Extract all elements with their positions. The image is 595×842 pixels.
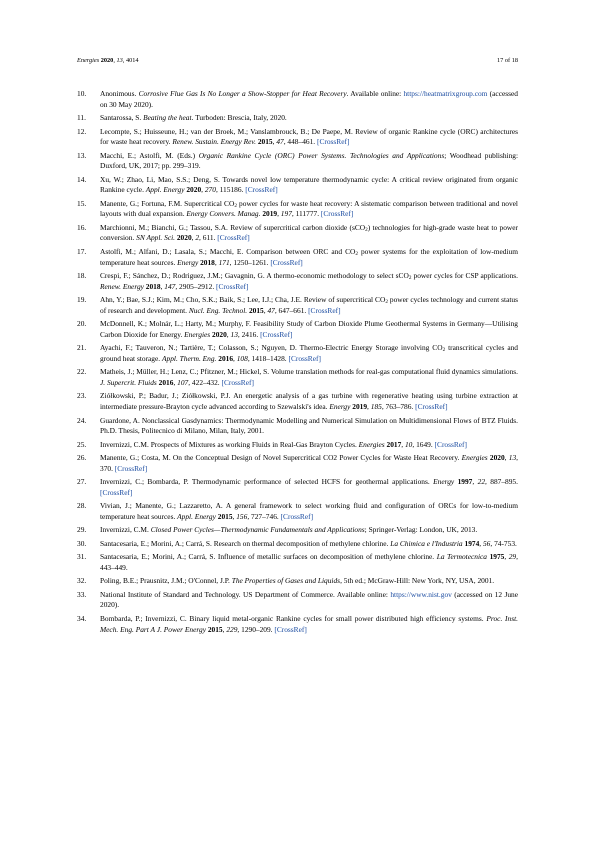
italic-text: 147 — [164, 281, 176, 291]
reference-number: 26. — [77, 453, 87, 463]
reference-text: Santarossa, S. — [100, 113, 144, 123]
crossref-link[interactable]: [CrossRef] — [114, 463, 148, 473]
reference-list — [77, 89, 518, 635]
subscript: 2 — [355, 250, 358, 257]
reference-text: Guardone, A. Nonclassical Gasdynamics: Thermodynamic Modelling and Numerical Simulation on Multidimensional Flows of BTZ Fluids. Ph.D. Thesis, Politecnico di Milano, Milan, Italy, 2001. — [100, 415, 518, 436]
reference-text: , — [222, 624, 227, 634]
reference-item — [77, 367, 518, 388]
reference-text: , 1418–1428. — [247, 353, 289, 363]
reference-text: Lecompte, S.; Huisseune, H.; van der Broek, M.; Vanslambrouck, B.; De Paepe, M. Review of organic Rankine cycle (ORC) architectures for waste heat recovery. — [100, 126, 518, 147]
journal-volume: 13 — [116, 57, 123, 64]
reference-item — [77, 576, 518, 587]
reference-number: 27. — [77, 477, 87, 487]
reference-text: , — [214, 257, 219, 267]
reference-text: , 2416. — [237, 329, 261, 339]
crossref-link[interactable]: [CrossRef] — [280, 511, 314, 521]
italic-text: Closed Power Cycles—Thermodynamic Fundamentals and Applications — [150, 525, 365, 535]
crossref-link[interactable]: [CrossRef] — [308, 305, 341, 315]
reference-item — [77, 501, 518, 522]
reference-text: , 887–895. — [485, 477, 518, 487]
italic-text: Renew. Sustain. Energy Rev. — [172, 137, 256, 147]
reference-text: , — [226, 329, 231, 339]
reference-number: 14. — [77, 174, 87, 184]
year-bold: 2019 — [352, 402, 368, 412]
reference-text: Invernizzi, C.M. — [100, 525, 151, 535]
italic-text: Proc. Inst. Mech. Eng. Part A J. Power Energy — [100, 613, 518, 634]
reference-item — [77, 539, 518, 550]
italic-text: J. Supercrit. Fluids — [100, 377, 157, 387]
italic-text: 2 — [195, 233, 200, 243]
reference-item — [77, 391, 518, 412]
running-header — [77, 56, 518, 66]
reference-item — [77, 151, 518, 172]
reference-number: 32. — [77, 576, 87, 586]
reference-text: , 2905–2912. — [175, 281, 217, 291]
reference-text: , 647–661. — [274, 305, 309, 315]
reference-item — [77, 343, 518, 364]
italic-text: 29 — [508, 552, 517, 562]
italic-text: Energies — [184, 329, 211, 339]
italic-text: 108 — [236, 353, 248, 363]
italic-text: Energies — [461, 453, 488, 463]
reference-text: Ayachi, F.; Tauveron, N.; Tartière, T.; Colasson, S.; Nguyen, D. Thermo-Electric Energy Storage involving CO — [100, 343, 443, 353]
reference-number: 21. — [77, 343, 87, 353]
reference-item — [77, 295, 518, 316]
italic-text: 229 — [226, 624, 238, 634]
journal-year: 2020 — [100, 57, 114, 64]
reference-text: , — [232, 511, 237, 521]
reference-text: Ziółkowski, P.; Badur, J.; Ziółkowski, P.J. An energetic analysis of a gas turbine with regenerative heating using turbine extraction at intermediate pressure-Brayton cycle advanced according to Szewalski's idea. — [100, 391, 518, 412]
reference-number: 17. — [77, 246, 87, 256]
reference-text: Manente, G.; Fortuna, F.M. Supercritical CO — [100, 198, 235, 208]
italic-text: Organic Rankine Cycle (ORC) Power Systems. Technologies and Applications — [198, 150, 445, 160]
italic-text: Renew. Energy — [100, 281, 144, 291]
reference-text: power cycles for waste heat recovery: A sistematic comparison between traditional and novel layouts with dual expansion. — [100, 198, 518, 219]
reference-item — [77, 440, 518, 451]
reference-text: . Turboden: Brescia, Italy, 2020. — [191, 113, 287, 123]
italic-text: Energy — [177, 257, 199, 267]
reference-number: 20. — [77, 319, 87, 329]
italic-text: Appl. Therm. Eng. — [161, 353, 217, 363]
italic-text: Energy Convers. Manag. — [186, 209, 261, 219]
reference-text: , — [401, 439, 405, 449]
reference-item — [77, 416, 518, 437]
italic-text: 185 — [370, 402, 382, 412]
reference-item — [77, 175, 518, 196]
reference-number: 34. — [77, 613, 87, 623]
reference-text: Invernizzi, C.M. Prospects of Mixtures as working Fluids in Real-Gas Brayton Cycles. — [100, 439, 359, 449]
reference-text: Macchi, E.; Astolfi, M. (Eds.) — [100, 150, 199, 160]
reference-number: 28. — [77, 501, 87, 511]
italic-text: The Properties of Gases and Liquids — [231, 576, 341, 586]
year-bold: 2017 — [386, 439, 402, 449]
reference-text: , — [277, 209, 281, 219]
reference-text: Manente, G.; Costa, M. On the Conceptual Design of Novel Supercritical CO2 Power Cycles for Waste Heat Recovery. — [100, 453, 462, 463]
crossref-link[interactable]: [CrossRef] — [316, 137, 350, 147]
reference-number: 12. — [77, 126, 87, 136]
italic-text: Appl. Energy — [177, 511, 216, 521]
reference-text: Crespi, F.; Sánchez, D.; Rodriguez, J.M.; Gavagnin, G. A thermo-economic methodology to select sCO — [100, 271, 409, 281]
reference-text: , — [504, 552, 509, 562]
reference-url-link[interactable]: https://www.nist.gov — [390, 589, 452, 599]
reference-text: , 5th ed.; McGraw-Hill: New York, NY, USA, 2001. — [340, 576, 495, 586]
page-number: 17 of 18 — [497, 57, 518, 64]
reference-item — [77, 477, 518, 498]
reference-text: , 1649. — [412, 439, 435, 449]
subscript: 2 — [365, 226, 368, 233]
italic-text: 156 — [236, 511, 248, 521]
crossref-link[interactable]: [CrossRef] — [221, 377, 254, 387]
reference-text: ; Springer-Verlag: London, UK, 2013. — [364, 525, 478, 535]
reference-text: Poling, B.E.; Prausnitz, J.M.; O'Connel, J.P. — [100, 576, 232, 586]
year-bold: 2015 — [217, 511, 233, 521]
italic-text: Energies — [358, 439, 385, 449]
crossref-link[interactable]: [CrossRef] — [320, 209, 354, 219]
reference-text: National Institute of Standard and Technology. US Department of Commerce. Available online: — [100, 589, 391, 599]
reference-text: , — [263, 305, 268, 315]
reference-text: , 1290–209. — [237, 624, 275, 634]
reference-number: 31. — [77, 552, 87, 562]
italic-text: 56 — [482, 538, 491, 548]
journal-name: Energies — [77, 57, 100, 64]
reference-text: Vivian, J.; Manente, G.; Lazzaretto, A. A general framework to select working fluid and configuration of ORCs for low-to-medium temperature heat sources. — [100, 501, 518, 521]
reference-text: , 74-753. — [490, 538, 517, 548]
reference-text: . Available online: — [346, 89, 404, 98]
italic-text: Corrosive Flue Gas Is No Longer a Show-Stopper for Heat Recovery — [138, 89, 347, 98]
italic-text: 13 — [508, 453, 517, 463]
reference-text: Bombarda, P.; Invernizzi, C. Binary liquid metal-organic Rankine cycles for small power distributed high efficiency systems. — [100, 613, 487, 623]
year-bold: 2018 — [145, 281, 161, 291]
reference-text: , — [173, 377, 178, 387]
reference-number: 19. — [77, 295, 87, 305]
reference-item — [77, 89, 518, 110]
reference-text: ) technologies for high-grade waste heat to power conversion. — [100, 222, 519, 243]
reference-text: , 1250–1261. — [229, 257, 271, 267]
reference-number: 10. — [77, 89, 87, 98]
reference-text: , 448–461. — [283, 137, 317, 147]
reference-text: , 115186. — [215, 185, 246, 195]
reference-text: Santacesaria, E.; Morini, A.; Carrá, S. Research on thermal decomposition of methylene chlorine. — [100, 538, 391, 548]
italic-text: 22 — [477, 477, 486, 487]
reference-text: (accessed on 30 May 2020). — [100, 89, 518, 109]
reference-item — [77, 271, 518, 292]
crossref-link[interactable]: [CrossRef] — [216, 281, 249, 291]
italic-text: 171 — [218, 257, 230, 267]
reference-item — [77, 199, 518, 220]
reference-item — [77, 223, 518, 244]
reference-text: , — [160, 281, 165, 291]
reference-number: 13. — [77, 150, 87, 160]
italic-text: Energy — [329, 402, 351, 412]
reference-text: Santacesaria, E.; Morini, A.; Carrá, S. Influence of metallic surfaces on decomposition of methylene chlorine. — [100, 552, 437, 562]
italic-text: 270 — [204, 185, 216, 195]
reference-text: , 111777. — [291, 209, 321, 219]
italic-text: Nucl. Eng. Technol. — [188, 305, 248, 315]
year-bold: 1975 — [489, 552, 505, 562]
article-number: 4014 — [125, 57, 139, 64]
reference-url-link[interactable]: https://heatmatrixgroup.com — [403, 89, 488, 98]
year-bold: 2019 — [262, 209, 278, 219]
reference-text: Matheis, J.; Müller, H.; Lenz, C.; Pfitzner, M.; Hickel, S. Volume translation methods for real-gas computational fluid dynamics simulations. — [100, 367, 518, 377]
reference-number: 30. — [77, 538, 87, 548]
reference-text: , 763–786. — [381, 402, 416, 412]
crossref-link[interactable]: [CrossRef] — [270, 257, 303, 267]
reference-number: 18. — [77, 271, 87, 281]
reference-text: , — [191, 233, 196, 243]
reference-text: power cycles for CSP applications. — [411, 271, 518, 281]
year-bold: 2015 — [248, 305, 264, 315]
reference-number: 22. — [77, 367, 87, 377]
reference-item — [77, 453, 518, 474]
crossref-link[interactable]: [CrossRef] — [245, 185, 278, 195]
reference-text: , — [472, 477, 478, 487]
reference-text: , — [479, 538, 483, 548]
subscript: 2 — [408, 275, 412, 282]
reference-text: power systems for the exploitation of low-medium temperature heat sources. — [100, 246, 518, 267]
subscript: 2 — [442, 347, 446, 354]
subscript: 2 — [385, 299, 388, 306]
reference-text: Ahn, Y.; Bae, S.J.; Kim, M.; Cho, S.K.; Baik, S.; Lee, I.J.; Cha, J.E. Review of supercritical CO — [100, 295, 386, 305]
crossref-link[interactable]: [CrossRef] — [217, 233, 250, 243]
reference-text: McDonnell, K.; Molnár, L.; Harty, M.; Murphy, F. Feasibility Study of Carbon Dioxide Plume Geothermal Systems in Germany—Utilising Carbon Dioxide for Energy. — [100, 319, 518, 339]
reference-number: 24. — [77, 415, 87, 425]
italic-text: 13 — [230, 329, 238, 339]
italic-text: La Chimica e l'Industria — [390, 538, 463, 548]
reference-number: 25. — [77, 439, 87, 449]
year-bold: 2020 — [176, 233, 192, 243]
reference-text: Marchionni, M.; Bianchi, G.; Tassou, S.A. Review of supercritical carbon dioxide (sCO — [100, 222, 366, 232]
crossref-link[interactable]: [CrossRef] — [288, 353, 321, 363]
italic-text: Appl. Energy — [145, 185, 185, 195]
italic-text: 47 — [267, 305, 275, 315]
reference-text: power cycles technology and current status of research and development. — [100, 295, 518, 315]
reference-number: 29. — [77, 525, 87, 535]
italic-text: Energy — [433, 477, 455, 487]
reference-text: , — [504, 453, 509, 463]
reference-text: , 370. — [100, 453, 518, 473]
crossref-link[interactable]: [CrossRef] — [274, 624, 307, 634]
reference-text: , — [367, 402, 371, 412]
year-bold: 2015 — [207, 624, 223, 634]
reference-text: transcritical cycles and ground heat storage. — [100, 343, 518, 363]
reference-item — [77, 247, 518, 268]
reference-text: Anonimous. — [100, 89, 139, 98]
reference-item — [77, 525, 518, 536]
reference-number: 33. — [77, 589, 87, 599]
journal-citation: Energies 2020, 13, 4014 — [77, 57, 139, 64]
reference-item — [77, 319, 518, 340]
reference-item — [77, 614, 518, 635]
reference-number: 23. — [77, 391, 87, 401]
year-bold: 2020 — [212, 329, 227, 339]
reference-text: Invernizzi, C.; Bombarda, P. Thermodynamic performance of selected HCFS for geothermal applications. — [100, 477, 434, 487]
reference-text: , — [233, 353, 237, 363]
italic-text: 197 — [280, 209, 292, 219]
reference-text: , 727–746. — [247, 511, 281, 521]
reference-text: , — [272, 137, 277, 147]
italic-text: Beating the heat — [143, 113, 192, 123]
reference-number: 15. — [77, 198, 87, 208]
year-bold: 2018 — [200, 257, 215, 267]
reference-number: 16. — [77, 222, 87, 232]
year-bold: 2020 — [186, 185, 202, 195]
italic-text: 107 — [177, 377, 189, 387]
reference-text: Xu, W.; Zhao, Li, Mao, S.S.; Deng, S. Towards novel low temperature thermodynamic cycle: A critical review originated from organic Rankine cycle. — [100, 174, 518, 195]
reference-text: Astolfi, M.; Alfani, D.; Lasala, S.; Macchi, E. Comparison between ORC and CO — [100, 246, 356, 256]
reference-item — [77, 552, 518, 573]
italic-text: SN Appl. Sci. — [136, 233, 175, 243]
year-bold: 2016 — [218, 353, 234, 363]
reference-text: , — [201, 185, 205, 195]
reference-text: ; Woodhead publishing: Duxford, UK, 2017; pp. 299–319. — [100, 150, 519, 171]
year-bold: 2020 — [489, 453, 505, 463]
reference-text: , 422–432. — [188, 377, 222, 387]
italic-text: 47 — [276, 137, 284, 147]
crossref-link[interactable]: [CrossRef] — [415, 402, 448, 412]
year-bold: 1974 — [464, 538, 480, 548]
year-bold: 2015 — [257, 137, 273, 147]
reference-text: , 443–449. — [100, 552, 518, 572]
crossref-link[interactable]: [CrossRef] — [100, 487, 133, 497]
reference-text: , 611. — [199, 233, 218, 243]
reference-text: (accessed on 12 June 2020). — [100, 589, 518, 610]
year-bold: 1997 — [457, 477, 473, 487]
italic-text: 10 — [404, 439, 413, 449]
reference-number: 11. — [77, 113, 86, 123]
crossref-link[interactable]: [CrossRef] — [260, 329, 293, 339]
reference-item — [77, 127, 518, 148]
crossref-link[interactable]: [CrossRef] — [434, 439, 467, 449]
italic-text: La Termotecnica — [436, 552, 488, 562]
year-bold: 2016 — [158, 377, 174, 387]
subscript: 2 — [234, 202, 237, 209]
reference-item — [77, 113, 518, 124]
reference-item — [77, 590, 518, 611]
